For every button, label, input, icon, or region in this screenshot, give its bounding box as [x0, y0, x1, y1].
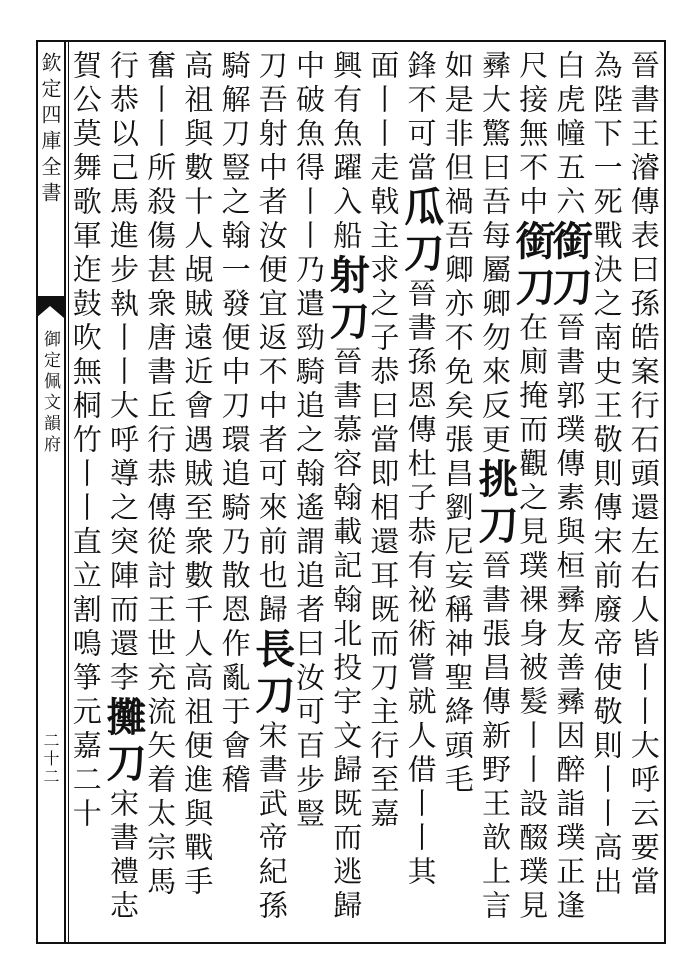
fish-tail-mark-icon [36, 296, 64, 318]
column-text: 晉書孫恩傳杜子恭有祕術嘗就人借丨丨其 [403, 278, 438, 890]
column-text: 刀吾射中者汝便宜返不中者可來前也歸 [254, 50, 289, 628]
page-number: 二十二 [41, 732, 60, 786]
column-text: 鋒不可當 [403, 50, 438, 186]
column-text: 主求之子恭曰當即相還耳既而刀主行至嘉 [366, 220, 401, 832]
column-text: 晉書張昌傳新野王歆上言 [478, 550, 512, 924]
column-text: 宋書武帝紀孫 [254, 720, 289, 924]
text-column [588, 50, 626, 940]
column-text: 張昌劉尼妄稱神聖絳頭毛 [440, 424, 475, 798]
text-column [141, 50, 179, 940]
text-column [397, 50, 445, 940]
text-column [364, 50, 402, 940]
column-text: 白虎幢五六 [552, 50, 587, 220]
column-text: 高祖與數十人覘賊遠近會遇賊至衆數千人高祖便進與戰手 [180, 50, 215, 900]
text-column [178, 50, 216, 940]
margin-rule [64, 40, 66, 944]
text-column [67, 50, 105, 940]
column-text: 元嘉二十 [68, 696, 103, 832]
headword-entry: 銜刀 [546, 220, 594, 312]
column-text: 興有魚躍入船 [329, 50, 364, 254]
column-text: 中破魚得丨丨 [292, 50, 326, 254]
headword-entry: 銜刀 [509, 220, 557, 312]
headword-entry: 射刀 [323, 254, 371, 346]
text-column [100, 50, 147, 940]
section-title: 御定佩文韻府 [40, 330, 60, 456]
column-text: 晉書慕容翰載記翰北投宇文歸既而逃歸 [329, 346, 364, 924]
text-column [546, 50, 594, 940]
headword-entry: 攤刀 [100, 696, 147, 788]
column-text: 如是非但禍吾卿亦不免矣 [440, 50, 475, 424]
text-column [248, 50, 296, 940]
column-text: 晉書王濬傳表曰孫皓案行石頭還左右人皆丨丨大呼云要當 [626, 50, 661, 900]
column-text: 騎解刀豎之翰一發便中刀環追騎乃散 [217, 50, 252, 594]
column-text: 晉書郭璞傳素與桓彞友善彞因醉詣璞正逢 [552, 312, 587, 924]
column-text: 行恭以己馬進步執丨丨大呼導之突陣而還李 [106, 50, 140, 696]
column-text: 彞大驚曰吾每屬卿勿來反更 [478, 50, 512, 458]
text-column [216, 50, 254, 940]
headword-entry: 挑刀 [472, 458, 519, 550]
column-text: 賀公莫舞歌軍迮鼓吹無桐竹丨丨直立割鳴箏 [68, 50, 103, 696]
column-text: 宋書禮志 [106, 788, 140, 924]
text-column [439, 50, 477, 940]
book-title: 欽定四庫全書 [38, 52, 62, 208]
text-column [472, 50, 519, 940]
column-text: 為陛下一死戰決之南史王敬則傳宋前廢帝使敬則丨丨高出 [589, 50, 624, 900]
column-text: 面丨丨走戟 [366, 50, 401, 220]
column-text: 恩作亂于會稽 [217, 594, 252, 798]
text-column [290, 50, 328, 940]
headword-entry: 長刀 [248, 628, 296, 720]
column-text: 尺接無不中 [515, 50, 550, 220]
column-text: 在廁掩而觀之見璞裸身被髮丨丨設醊璞見 [515, 312, 550, 924]
margin-column [36, 40, 64, 944]
text-column [625, 50, 663, 940]
text-column [323, 50, 371, 940]
column-text: 奮丨丨所殺傷甚衆唐書丘行恭傳從討王世充流矢着太宗馬 [143, 50, 178, 900]
headword-entry: 瓜刀 [397, 186, 445, 278]
column-text: 乃遣勁騎追之翰遙謂追者曰汝可百步豎 [292, 254, 326, 832]
